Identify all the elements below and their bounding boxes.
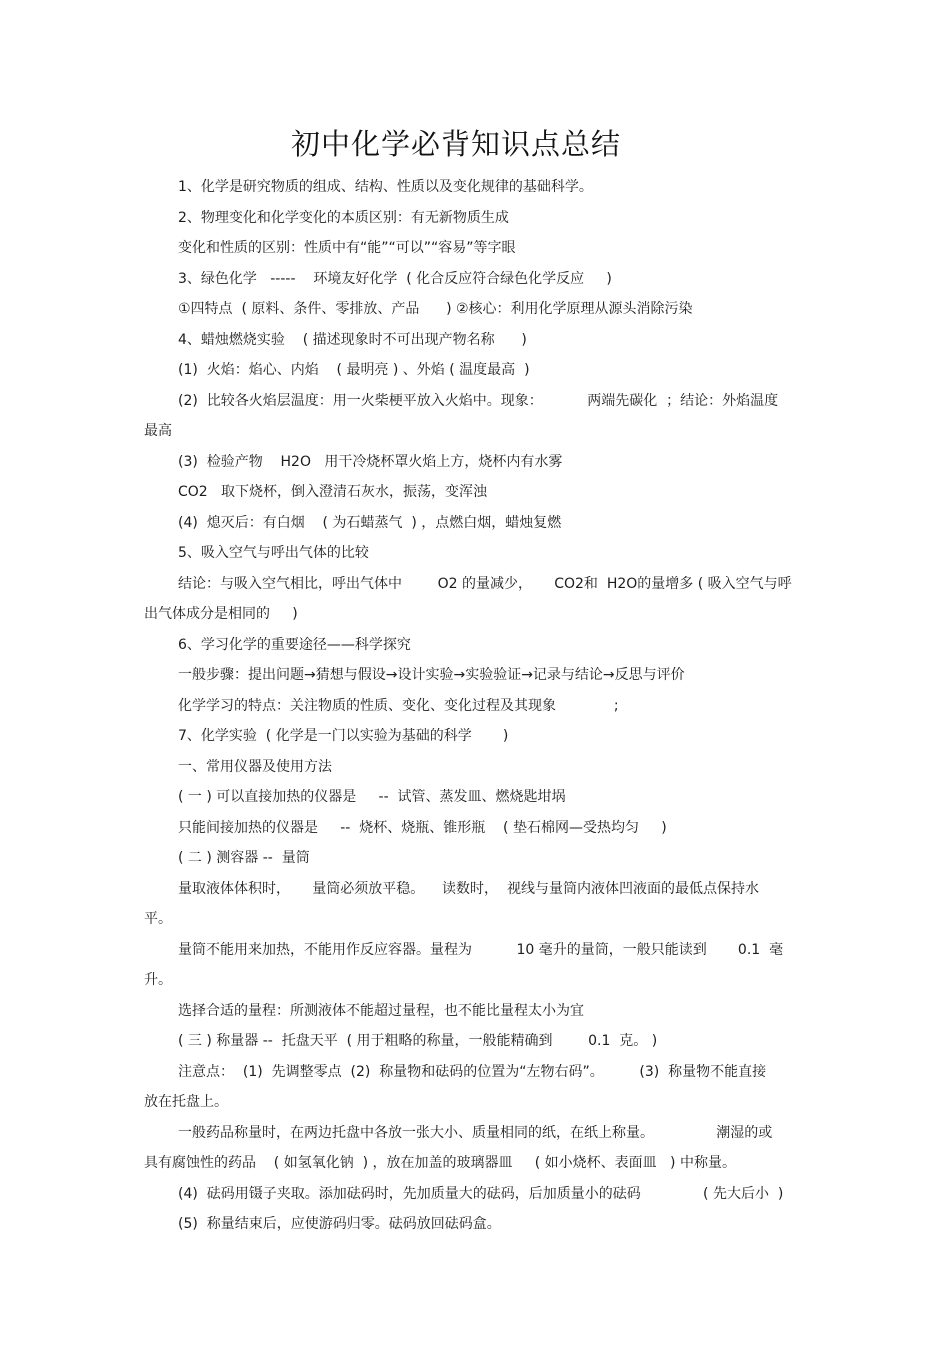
text-line: (5) 称量结束后，应使游码归零。砝码放回砝码盒。	[178, 1216, 501, 1232]
page-title: 初中化学必背知识点总结	[290, 127, 621, 161]
text-line: 化学学习的特点：关注物质的性质、变化、变化过程及其现象 ;	[178, 697, 619, 714]
text-line: ( 一 ) 可以直接加热的仪器是 -- 试管、蒸发皿、燃烧匙坩埚	[178, 789, 566, 805]
document-body	[144, 172, 808, 1240]
text-line: CO2 取下烧杯，倒入澄清石灰水，振荡，变浑浊	[178, 484, 488, 500]
text-line: (3) 检验产物 H2O 用干冷烧杯罩火焰上方，烧杯内有水雾	[178, 453, 563, 470]
text-line: 7、化学实验 ( 化学是一门以实验为基础的科学 )	[178, 728, 509, 744]
text-line: 具有腐蚀性的药品 ( 如氢氧化钠 ) ，放在加盖的玻璃器皿 ( 如小烧杯、表面皿 ) 中称量。	[144, 1155, 736, 1171]
text-line: (1) 火焰：焰心、内焰 ( 最明亮 ) 、外焰 ( 温度最高 )	[178, 362, 530, 378]
text-line: 一般步骤：提出问题→猜想与假设→设计实验→实验验证→记录与结论→反思与评价	[178, 667, 685, 683]
text-line: 最高	[144, 423, 172, 439]
text-line: 量筒不能用来加热，不能用作反应容器。量程为 10 毫升的量筒，一般只能读到 0.1 毫	[178, 941, 784, 958]
text-line: ①四特点 ( 原料、条件、零排放、产品 ) ②核心：利用化学原理从源头消除污染	[178, 301, 693, 317]
text-line: 平。	[144, 911, 172, 927]
text-line: 一、常用仪器及使用方法	[178, 758, 332, 775]
text-line: 5、吸入空气与呼出气体的比较	[178, 545, 369, 561]
text-line: ( 二 ) 测容器 -- 量筒	[178, 850, 310, 866]
text-line: 量取液体体积时， 量筒必须放平稳。 读数时， 视线与量筒内液体凹液面的最低点保持水	[178, 880, 759, 897]
text-line: ( 三 ) 称量器 -- 托盘天平 ( 用于粗略的称量，一般能精确到 0.1 克。 )	[178, 1033, 658, 1049]
text-line: (4) 砝码用镊子夹取。添加砝码时，先加质量大的砝码，后加质量小的砝码 ( 先大后小 )	[178, 1185, 784, 1202]
text-line: 出气体成分是相同的 )	[144, 606, 298, 622]
text-line: 放在托盘上。	[144, 1094, 228, 1110]
text-line: 一般药品称量时，在两边托盘中各放一张大小、质量相同的纸，在纸上称量。 潮湿的或	[178, 1124, 773, 1141]
text-line: (2) 比较各火焰层温度：用一火柴梗平放入火焰中。现象： 两端先碳化 ；结论：外焰温度	[178, 392, 779, 409]
text-line: 升。	[144, 972, 172, 988]
text-line: 6、学习化学的重要途径——科学探究	[178, 636, 411, 653]
text-line: 1、化学是研究物质的组成、结构、性质以及变化规律的基础科学。	[178, 179, 593, 195]
text-line: 3、绿色化学 ----- 环境友好化学 ( 化合反应符合绿色化学反应 )	[178, 270, 612, 287]
text-line: 变化和性质的区别：性质中有“能”“可以”“容易”等字眼	[178, 240, 516, 256]
text-line: 注意点： (1) 先调整零点 (2) 称量物和砝码的位置为“左物右码”。 (3) 称量物不能直接	[178, 1063, 767, 1080]
text-line: 只能间接加热的仪器是 -- 烧杯、烧瓶、锥形瓶 ( 垫石棉网—受热均匀 )	[178, 819, 667, 836]
text-line: 2、物理变化和化学变化的本质区别：有无新物质生成	[178, 209, 509, 226]
text-line: 选择合适的量程：所测液体不能超过量程，也不能比量程太小为宜	[178, 1002, 584, 1019]
text-line: 结论：与吸入空气相比，呼出气体中 O2 的量减少， CO2和 H2O的量增多 ( 吸入空气与呼	[178, 575, 792, 592]
text-line: 4、蜡烛燃烧实验 ( 描述现象时不可出现产物名称 )	[178, 331, 527, 348]
text-line: (4) 熄灭后：有白烟 ( 为石蜡蒸气 ) ，点燃白烟，蜡烛复燃	[178, 514, 562, 531]
